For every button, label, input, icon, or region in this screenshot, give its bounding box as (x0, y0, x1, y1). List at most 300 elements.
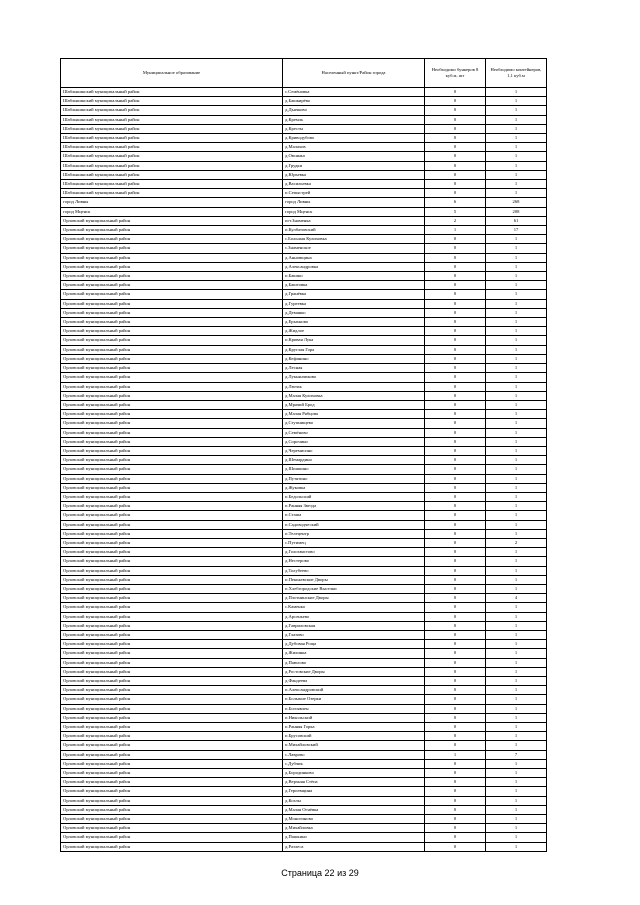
cell-settlement: п.Михайловский (283, 741, 425, 750)
cell-settlement: д.Лютик (283, 382, 425, 391)
table-row (61, 88, 547, 97)
cell-containers: 1 (486, 612, 547, 621)
cell-containers: 1 (486, 299, 547, 308)
table-row (61, 272, 547, 281)
table-row (61, 318, 547, 327)
cell-bunkers: 0 (425, 603, 486, 612)
cell-settlement: п.Садоводческий (283, 520, 425, 529)
cell-municipality: Орловский муниципальный район (61, 281, 283, 290)
cell-municipality: Орловский муниципальный район (61, 732, 283, 741)
cell-bunkers: 0 (425, 354, 486, 363)
table-row (61, 400, 547, 409)
table-row (61, 161, 547, 170)
cell-municipality: Орловский муниципальный район (61, 704, 283, 713)
cell-containers: 1 (486, 805, 547, 814)
cell-bunkers: 0 (425, 658, 486, 667)
cell-containers: 1 (486, 842, 547, 851)
cell-municipality: Орловский муниципальный район (61, 548, 283, 557)
cell-municipality: Орловский муниципальный район (61, 345, 283, 354)
cell-bunkers: 0 (425, 170, 486, 179)
cell-containers: 268 (486, 198, 547, 207)
table-row (61, 308, 547, 317)
cell-containers: 1 (486, 143, 547, 152)
header-settlement: Населенный пункт/Район города (283, 59, 425, 88)
cell-bunkers: 0 (425, 529, 486, 538)
cell-settlement: д.Голохвастово (283, 548, 425, 557)
table-row (61, 143, 547, 152)
cell-municipality: Шаблыкинский муниципальный район (61, 88, 283, 97)
cell-containers: 1 (486, 787, 547, 796)
cell-settlement: д.Кремль (283, 115, 425, 124)
cell-bunkers: 0 (425, 281, 486, 290)
table-row (61, 612, 547, 621)
cell-settlement: п.Бедольский (283, 492, 425, 501)
cell-bunkers: 0 (425, 695, 486, 704)
cell-bunkers: 0 (425, 538, 486, 547)
table-row (61, 548, 547, 557)
cell-containers: 2 (486, 538, 547, 547)
cell-containers: 1 (486, 391, 547, 400)
cell-municipality: Шаблыкинский муниципальный район (61, 161, 283, 170)
cell-municipality: Орловский муниципальный район (61, 630, 283, 639)
cell-containers: 1 (486, 308, 547, 317)
cell-settlement: д.Малая Кулиховка (283, 391, 425, 400)
cell-containers: 1 (486, 723, 547, 732)
cell-containers: 1 (486, 410, 547, 419)
cell-bunkers: 2 (425, 216, 486, 225)
cell-municipality: Орловский муниципальный район (61, 492, 283, 501)
cell-municipality: Шаблыкинский муниципальный район (61, 106, 283, 115)
table-row (61, 180, 547, 189)
cell-bunkers: 0 (425, 143, 486, 152)
cell-containers: 1 (486, 529, 547, 538)
table-row (61, 170, 547, 179)
cell-bunkers: 0 (425, 345, 486, 354)
table-row (61, 695, 547, 704)
cell-bunkers: 0 (425, 235, 486, 244)
cell-containers: 1 (486, 492, 547, 501)
cell-bunkers: 0 (425, 778, 486, 787)
cell-settlement: д.Лесная (283, 364, 425, 373)
cell-bunkers: 0 (425, 446, 486, 455)
cell-municipality: Шаблыкинский муниципальный район (61, 124, 283, 133)
cell-municipality: Орловский муниципальный район (61, 575, 283, 584)
cell-settlement: д.Толубеево (283, 566, 425, 575)
cell-containers: 1 (486, 483, 547, 492)
cell-containers: 1 (486, 833, 547, 842)
cell-settlement: д.Ерыхново (283, 318, 425, 327)
cell-settlement: п.Сепыстрей (283, 189, 425, 198)
cell-municipality: Орловский муниципальный район (61, 327, 283, 336)
cell-containers: 7 (486, 750, 547, 759)
page-footer: Страница 22 из 29 (281, 868, 359, 878)
cell-municipality: Орловский муниципальный район (61, 640, 283, 649)
cell-containers: 1 (486, 97, 547, 106)
table-row (61, 456, 547, 465)
cell-settlement: д.Башкирёво (283, 97, 425, 106)
cell-settlement: п.Большие Озерки (283, 695, 425, 704)
cell-settlement: с.Дубчик (283, 759, 425, 768)
cell-municipality: Орловский муниципальный район (61, 796, 283, 805)
cell-settlement: д.Путятино (283, 474, 425, 483)
cell-municipality: Орловский муниципальный район (61, 603, 283, 612)
table-row (61, 235, 547, 244)
table-row (61, 253, 547, 262)
cell-settlement: п.Хлебгородские Выселки (283, 584, 425, 593)
table-row (61, 483, 547, 492)
cell-containers: 1 (486, 152, 547, 161)
cell-settlement: д.Лукьянчиково (283, 373, 425, 382)
table-row (61, 391, 547, 400)
cell-containers: 1 (486, 815, 547, 824)
table-row (61, 677, 547, 686)
cell-bunkers: 0 (425, 318, 486, 327)
cell-containers: 1 (486, 630, 547, 639)
header-municipality: Муниципальное образование (61, 59, 283, 88)
cell-settlement: д.Семёново (283, 428, 425, 437)
table-row (61, 732, 547, 741)
cell-bunkers: 0 (425, 833, 486, 842)
cell-municipality: Орловский муниципальный район (61, 308, 283, 317)
table-row (61, 787, 547, 796)
cell-containers: 1 (486, 400, 547, 409)
cell-bunkers: 0 (425, 723, 486, 732)
table-row (61, 594, 547, 603)
cell-bunkers: 0 (425, 134, 486, 143)
cell-municipality: Орловский муниципальный район (61, 695, 283, 704)
cell-bunkers: 0 (425, 400, 486, 409)
cell-containers: 1 (486, 502, 547, 511)
cell-settlement: д.Пашкино (283, 833, 425, 842)
cell-containers: 1 (486, 474, 547, 483)
table-row (61, 704, 547, 713)
cell-bunkers: 0 (425, 566, 486, 575)
cell-bunkers: 0 (425, 548, 486, 557)
cell-containers: 1 (486, 318, 547, 327)
cell-bunkers: 0 (425, 630, 486, 639)
cell-containers: 1 (486, 658, 547, 667)
table-row (61, 842, 547, 851)
cell-bunkers: 0 (425, 686, 486, 695)
cell-bunkers: 0 (425, 502, 486, 511)
cell-containers: 1 (486, 465, 547, 474)
cell-settlement: д.Ростовские Дворы (283, 667, 425, 676)
cell-municipality: Шаблыкинский муниципальный район (61, 152, 283, 161)
cell-settlement: д.Дьячково (283, 106, 425, 115)
cell-containers: 1 (486, 575, 547, 584)
cell-settlement: п.Александровский (283, 686, 425, 695)
cell-settlement: с.Путимец (283, 538, 425, 547)
cell-settlement: п.Богоявлен (283, 704, 425, 713)
table-header-row (61, 59, 547, 88)
cell-settlement: д.Разлеса (283, 842, 425, 851)
cell-municipality: Орловский муниципальный район (61, 750, 283, 759)
cell-municipality: Орловский муниципальный район (61, 474, 283, 483)
cell-bunkers: 0 (425, 97, 486, 106)
cell-settlement: д.Кефинино (283, 354, 425, 363)
cell-bunkers: 0 (425, 575, 486, 584)
cell-municipality: Орловский муниципальный район (61, 778, 283, 787)
table-row (61, 216, 547, 225)
cell-municipality: Шаблыкинский муниципальный район (61, 134, 283, 143)
cell-bunkers: 0 (425, 640, 486, 649)
cell-bunkers: 0 (425, 612, 486, 621)
table-row (61, 152, 547, 161)
cell-settlement: п.Ранняя Горка (283, 723, 425, 732)
cell-bunkers: 0 (425, 152, 486, 161)
table-row (61, 124, 547, 133)
cell-containers: 1 (486, 548, 547, 557)
cell-containers: 1 (486, 649, 547, 658)
cell-municipality: Орловский муниципальный район (61, 253, 283, 262)
cell-settlement: д.Козлы (283, 796, 425, 805)
cell-containers: 1 (486, 557, 547, 566)
cell-containers: 1 (486, 695, 547, 704)
table-row (61, 640, 547, 649)
table-row (61, 759, 547, 768)
cell-municipality: Орловский муниципальный район (61, 446, 283, 455)
table-row (61, 649, 547, 658)
cell-municipality: Орловский муниципальный район (61, 621, 283, 630)
cell-municipality: Орловский муниципальный район (61, 520, 283, 529)
cell-municipality: Орловский муниципальный район (61, 428, 283, 437)
cell-settlement: д.Арсеньево (283, 612, 425, 621)
table-row (61, 621, 547, 630)
cell-containers: 1 (486, 170, 547, 179)
cell-settlement: д.Дубовая Роща (283, 640, 425, 649)
header-bunkers: Необходимо бункеров 8 куб.м, шт (425, 59, 486, 88)
cell-bunkers: 6 (425, 198, 486, 207)
table-row (61, 382, 547, 391)
cell-settlement: п.Кулбатовский (283, 226, 425, 235)
cell-municipality: Орловский муниципальный район (61, 216, 283, 225)
cell-bunkers: 0 (425, 621, 486, 630)
cell-settlement: д.Овсянка (283, 152, 425, 161)
cell-municipality: Шаблыкинский муниципальный район (61, 143, 283, 152)
table-row (61, 419, 547, 428)
cell-containers: 1 (486, 345, 547, 354)
cell-settlement: п.Бакино (283, 272, 425, 281)
cell-settlement: д.Нестерово (283, 557, 425, 566)
table-body (61, 88, 547, 852)
cell-bunkers: 0 (425, 594, 486, 603)
cell-municipality: Орловский муниципальный район (61, 391, 283, 400)
cell-containers: 1 (486, 732, 547, 741)
cell-settlement: д.Александровка (283, 262, 425, 271)
cell-settlement: с.Знаменское (283, 244, 425, 253)
table-row (61, 713, 547, 722)
cell-bunkers: 0 (425, 364, 486, 373)
cell-bunkers: 0 (425, 189, 486, 198)
cell-containers: 1 (486, 796, 547, 805)
cell-containers: 1 (486, 115, 547, 124)
cell-bunkers: 0 (425, 584, 486, 593)
cell-settlement: д.Малая Огнёвка (283, 805, 425, 814)
cell-containers: 1 (486, 456, 547, 465)
cell-bunkers: 0 (425, 511, 486, 520)
cell-settlement: д.Юрьевка (283, 170, 425, 179)
cell-bunkers: 0 (425, 492, 486, 501)
table-row (61, 538, 547, 547)
table-row (61, 410, 547, 419)
cell-municipality: Орловский муниципальный район (61, 373, 283, 382)
cell-bunkers: 0 (425, 842, 486, 851)
cell-containers: 17 (486, 226, 547, 235)
cell-containers: 1 (486, 134, 547, 143)
data-table (60, 58, 547, 852)
cell-municipality: Орловский муниципальный район (61, 612, 283, 621)
cell-bunkers: 0 (425, 769, 486, 778)
cell-settlement: д.Героевщина (283, 787, 425, 796)
cell-bunkers: 0 (425, 336, 486, 345)
cell-bunkers: 1 (425, 750, 486, 759)
table-row (61, 805, 547, 814)
cell-municipality: Орловский муниципальный район (61, 713, 283, 722)
cell-municipality: Орловский муниципальный район (61, 741, 283, 750)
cell-municipality: Орловский муниципальный район (61, 686, 283, 695)
cell-bunkers: 0 (425, 815, 486, 824)
cell-settlement: д.Кресты (283, 124, 425, 133)
cell-municipality: Орловский муниципальный район (61, 769, 283, 778)
cell-municipality: Орловский муниципальный район (61, 842, 283, 851)
cell-containers: 1 (486, 244, 547, 253)
cell-settlement: д.Круглая Гора (283, 345, 425, 354)
cell-containers: 1 (486, 640, 547, 649)
cell-municipality: Орловский муниципальный район (61, 759, 283, 768)
cell-containers: 1 (486, 446, 547, 455)
cell-bunkers: 0 (425, 382, 486, 391)
cell-settlement: п.Кривая Лука (283, 336, 425, 345)
cell-municipality: Орловский муниципальный район (61, 787, 283, 796)
cell-containers: 1 (486, 437, 547, 446)
table-row (61, 134, 547, 143)
table-row (61, 290, 547, 299)
cell-settlement: город Мценск (283, 207, 425, 216)
table-row (61, 833, 547, 842)
table-row (61, 465, 547, 474)
table-row (61, 566, 547, 575)
cell-settlement: д.Паюлово (283, 658, 425, 667)
cell-settlement: с.Каменка (283, 603, 425, 612)
table-row (61, 520, 547, 529)
cell-bunkers: 0 (425, 373, 486, 382)
table-row (61, 446, 547, 455)
table-row (61, 198, 547, 207)
header-containers: Необходимо контейнеров, 1,1 куб.м (486, 59, 547, 88)
table-row (61, 815, 547, 824)
cell-settlement: д.Жидлое (283, 327, 425, 336)
cell-municipality: Орловский муниципальный район (61, 805, 283, 814)
cell-containers: 1 (486, 161, 547, 170)
table-row (61, 207, 547, 216)
cell-containers: 1 (486, 566, 547, 575)
cell-municipality: Шаблыкинский муниципальный район (61, 115, 283, 124)
cell-municipality: Орловский муниципальный район (61, 529, 283, 538)
cell-settlement: д.Верхняя Стёпа (283, 778, 425, 787)
cell-municipality: Орловский муниципальный район (61, 244, 283, 253)
cell-containers: 1 (486, 603, 547, 612)
cell-containers: 1 (486, 741, 547, 750)
cell-containers: 1 (486, 704, 547, 713)
table-row (61, 97, 547, 106)
cell-settlement: п.Пенькевские Дворы (283, 575, 425, 584)
cell-settlement: д.Гавриловская (283, 621, 425, 630)
cell-bunkers: 0 (425, 161, 486, 170)
cell-bunkers: 0 (425, 667, 486, 676)
cell-bunkers: 0 (425, 327, 486, 336)
cell-municipality: Орловский муниципальный район (61, 594, 283, 603)
cell-bunkers: 0 (425, 308, 486, 317)
cell-bunkers: 0 (425, 180, 486, 189)
cell-bunkers: 0 (425, 428, 486, 437)
table-row (61, 511, 547, 520)
cell-containers: 1 (486, 327, 547, 336)
cell-bunkers: 0 (425, 759, 486, 768)
cell-settlement: д.Баштовка (283, 281, 425, 290)
cell-settlement: д.Малахов (283, 143, 425, 152)
cell-settlement: с.Семёновка (283, 88, 425, 97)
table-row (61, 336, 547, 345)
cell-municipality: город Ливны (61, 198, 283, 207)
table-row (61, 106, 547, 115)
cell-municipality: Орловский муниципальный район (61, 336, 283, 345)
cell-containers: 1 (486, 124, 547, 133)
cell-settlement: д.Фандеева (283, 677, 425, 686)
cell-settlement: с.Большая Кулиховка (283, 235, 425, 244)
table-row (61, 262, 547, 271)
table-row (61, 575, 547, 584)
cell-bunkers: 0 (425, 262, 486, 271)
cell-containers: 1 (486, 511, 547, 520)
table-row (61, 189, 547, 198)
cell-municipality: Орловский муниципальный район (61, 354, 283, 363)
cell-settlement: д.Жуковка (283, 483, 425, 492)
table-row (61, 603, 547, 612)
table-row (61, 686, 547, 695)
cell-municipality: Орловский муниципальный район (61, 299, 283, 308)
cell-containers: 1 (486, 621, 547, 630)
cell-containers: 1 (486, 364, 547, 373)
cell-municipality: Шаблыкинский муниципальный район (61, 189, 283, 198)
cell-settlement: п.Ранняя Звезда (283, 502, 425, 511)
cell-municipality: Орловский муниципальный район (61, 538, 283, 547)
table-row (61, 750, 547, 759)
cell-containers: 1 (486, 253, 547, 262)
cell-containers: 1 (486, 667, 547, 676)
table-row (61, 492, 547, 501)
cell-settlement: д.Шишкино (283, 465, 425, 474)
cell-settlement: д.Шемардино (283, 456, 425, 465)
table-row (61, 630, 547, 639)
cell-bunkers: 0 (425, 520, 486, 529)
cell-municipality: Орловский муниципальный район (61, 658, 283, 667)
cell-bunkers: 0 (425, 124, 486, 133)
cell-containers: 208 (486, 207, 547, 216)
cell-municipality: Орловский муниципальный район (61, 649, 283, 658)
table-row (61, 428, 547, 437)
cell-municipality: Орловский муниципальный район (61, 364, 283, 373)
cell-containers: 1 (486, 769, 547, 778)
cell-municipality: Орловский муниципальный район (61, 677, 283, 686)
table-row (61, 437, 547, 446)
cell-containers: 1 (486, 180, 547, 189)
cell-settlement: д.Михайловка (283, 824, 425, 833)
cell-containers: 1 (486, 713, 547, 722)
cell-settlement: д.Ступнищево (283, 419, 425, 428)
cell-municipality: Шаблыкинский муниципальный район (61, 170, 283, 179)
table-row (61, 796, 547, 805)
cell-bunkers: 0 (425, 787, 486, 796)
